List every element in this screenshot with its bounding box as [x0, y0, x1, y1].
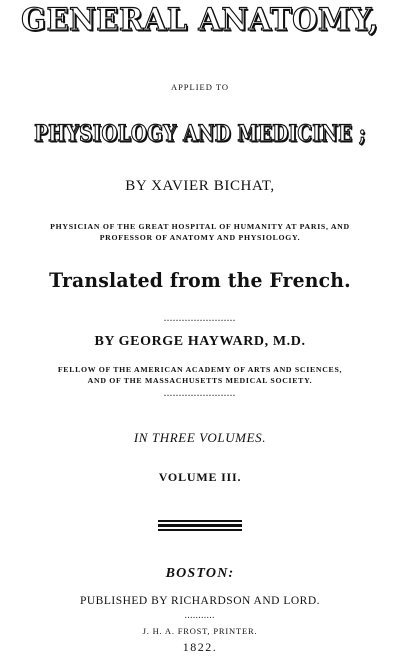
volumes-count: IN THREE VOLUMES.: [133, 430, 267, 445]
decorative-rule-bottom: [158, 529, 242, 531]
publication-year: 1822.: [182, 640, 218, 654]
applied-to-text: APPLIED TO: [170, 82, 230, 92]
subtitle: PHYSIOLOGY AND MEDICINE ;: [34, 121, 366, 147]
volume-number: VOLUME III.: [158, 470, 242, 484]
author-description-line-2: PROFESSOR OF ANATOMY AND PHYSIOLOGY.: [99, 233, 301, 242]
publication-city: BOSTON:: [165, 566, 235, 581]
decorative-rule-top: [158, 520, 242, 522]
dotted-separator-2: ........................: [164, 389, 236, 398]
translator-description-line-2: AND OF THE MASSACHUSETTS MEDICAL SOCIETY.: [87, 376, 313, 385]
author-description-line-1: PHYSICIAN OF THE GREAT HOSPITAL OF HUMANITY AT PARIS, AND: [50, 222, 350, 231]
printer-line: J. H. A. FROST, PRINTER.: [142, 626, 258, 636]
author-line: BY XAVIER BICHAT,: [125, 178, 275, 194]
publisher-line: PUBLISHED BY RICHARDSON AND LORD.: [79, 595, 321, 607]
main-title: GENERAL ANATOMY,: [21, 2, 379, 38]
translator-description-line-1: FELLOW OF THE AMERICAN ACADEMY OF ARTS AND SCIENCES,: [57, 365, 343, 374]
decorative-rule-middle: [158, 524, 242, 527]
dotted-separator-1: ........................: [164, 314, 236, 323]
translation-note: Translated from the French.: [49, 268, 351, 292]
dotted-separator-3: ...........: [184, 612, 216, 620]
translator-line: BY GEORGE HAYWARD, M.D.: [94, 334, 306, 349]
